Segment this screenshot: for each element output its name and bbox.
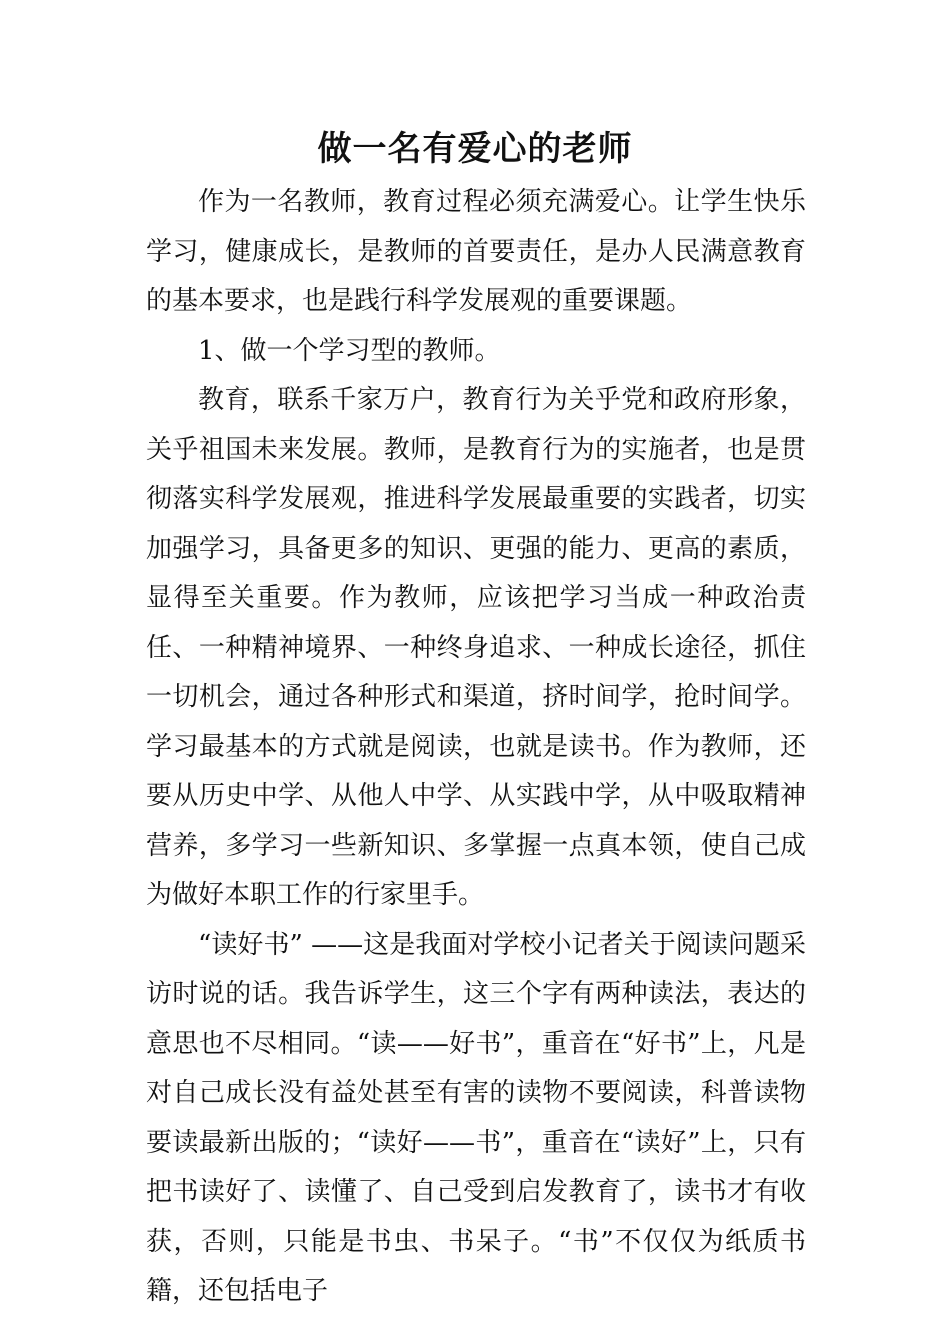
paragraph-intro: 作为一名教师，教育过程必须充满爱心。让学生快乐学习，健康成长，是教师的首要责任，是办人民满意教育的基本要求，也是践行科学发展观的重要课题。 (146, 187, 806, 316)
paragraph-read-good-books: “读好书” ——这是我面对学校小记者关于阅读问题采访时说的话。我告诉学生，这三个字有两种读法，表达的意思也不尽相同。“读——好书”，重音在“好书”上，凡是对自己成长没有益处甚至有害的读物不要阅读，科普读物要读最新出版的；“读好——书”，重音在“读好”上，只有把书读好了、读懂了、自己受到启发教育了，读书才有收获，否则，只能是书虫、书呆子。“书”不仅仅为纸质书籍，还包括电子 (146, 929, 806, 1306)
document-title: 做一名有爱心的老师 (317, 129, 633, 169)
document-body (146, 178, 806, 1317)
paragraph-learning-teacher: 教育，联系千家万户，教育行为关乎党和政府形象，关乎祖国未来发展。教师，是教育行为的实施者，也是贯彻落实科学发展观，推进科学发展最重要的实践者，切实加强学习，具备更多的知识、更强的能力、更高的素质，显得至关重要。作为教师，应该把学习当成一种政治责任、一种精神境界、一种终身追求、一种成长途径，抓住一切机会，通过各种形式和渠道，挤时间学，抢时间学。学习最基本的方式就是阅读，也就是读书。作为教师，还要从历史中学、从他人中学、从实践中学，从中吸取精神营养，多学习一些新知识、多掌握一点真本领，使自己成为做好本职工作的行家里手。 (146, 385, 806, 910)
section-heading-1: 1、做一个学习型的教师。 (198, 335, 501, 366)
